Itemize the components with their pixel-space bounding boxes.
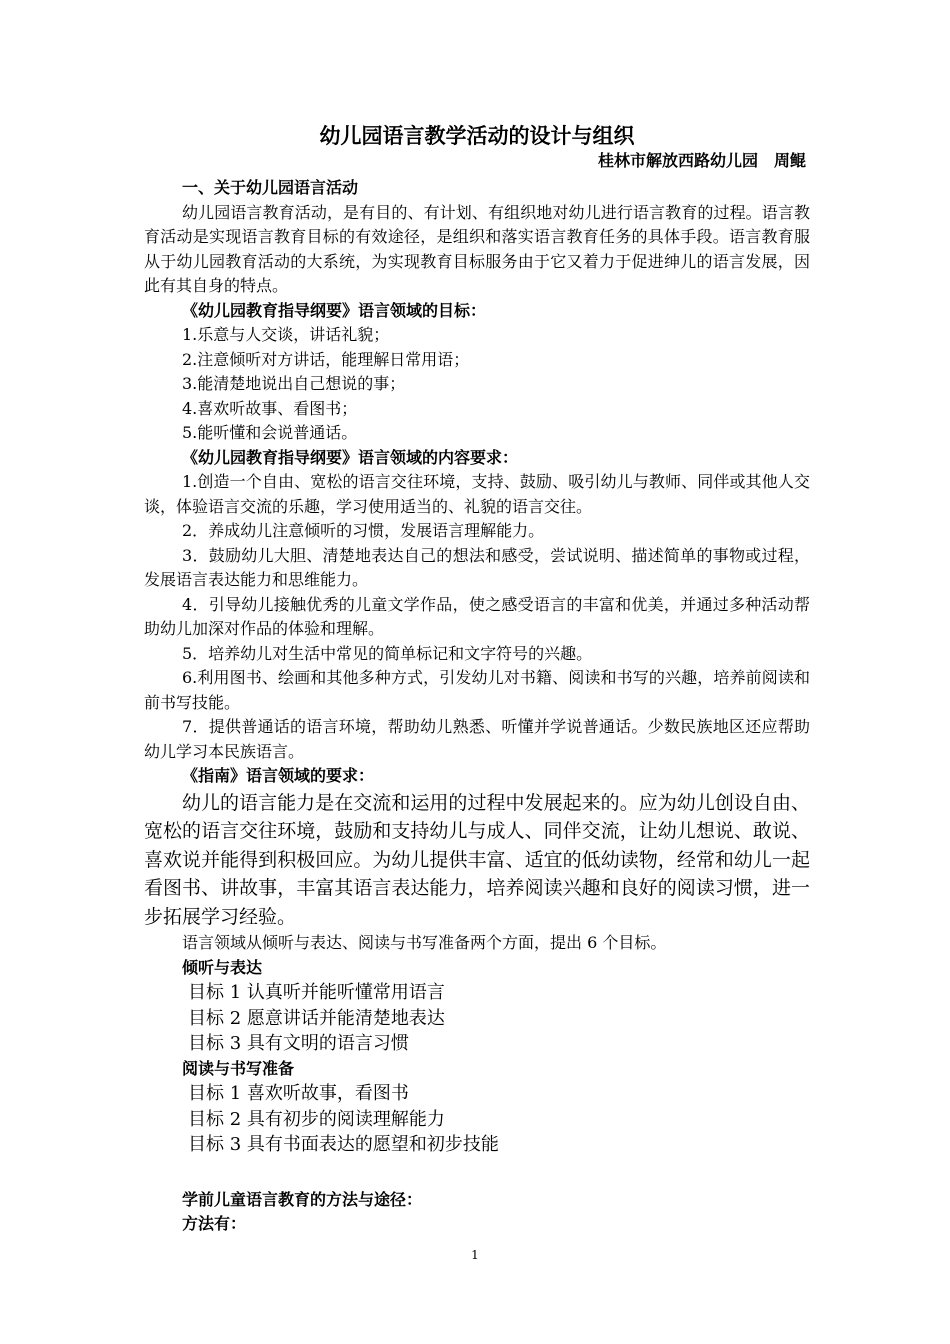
- guide-paragraph: 幼儿的语言能力是在交流和运用的过程中发展起来的。应为幼儿创设自由、宽松的语言交往环境，鼓励和支持幼儿与成人、同伴交流，让幼儿想说、敢说、喜欢说并能得到积极回应。为幼儿提供丰富、适宜的低幼读物，经常和幼儿一起看图书、讲故事，丰富其语言表达能力，培养阅读兴趣和良好的阅读习惯，进一步拓展学习经验。: [144, 791, 810, 928]
- content-item: 3．鼓励幼儿大胆、清楚地表达自己的想法和感受，尝试说明、描述简单的事物或过程，发展语言表达能力和思维能力。: [144, 545, 810, 589]
- read-heading: 阅读与书写准备: [182, 1058, 295, 1078]
- goal-item: 1.乐意与人交谈，讲话礼貌；: [182, 325, 390, 344]
- author-line: 桂林市解放西路幼儿园 周鲲: [597, 151, 806, 170]
- content-item: 4．引导幼儿接触优秀的儿童文学作品，使之感受语言的丰富和优美，并通过多种活动帮助幼儿加深对作品的体验和理解。: [144, 594, 810, 638]
- guide-heading: 《指南》语言领域的要求：: [182, 766, 375, 785]
- content-item: 1.创造一个自由、宽松的语言交往环境，支持、鼓励、吸引幼儿与教师、同伴或其他人交谈，体验语言交流的乐趣，学习使用适当的、礼貌的语言交往。: [144, 472, 810, 516]
- intro-paragraph: 幼儿园语言教育活动，是有目的、有计划、有组织地对幼儿进行语言教育的过程。语言教育活动是实现语言教育目标的有效途径，是组织和落实语言教育任务的具体手段。语言教育服从于幼儿园教育活动的大系统，为实现教育目标服务由于它又着力于促进绅儿的语言发展，因此有其自身的特点。: [144, 202, 810, 295]
- listen-goal: 目标 3 具有文明的语言习惯: [188, 1033, 409, 1054]
- content-item: 2．养成幼儿注意倾听的习惯，发展语言理解能力。: [182, 521, 545, 540]
- listen-goal: 目标 2 愿意讲话并能清楚地表达: [188, 1007, 445, 1029]
- read-goal: 目标 1 喜欢听故事，看图书: [188, 1083, 409, 1104]
- goal-item: 3.能清楚地说出自己想说的事；: [182, 374, 406, 393]
- content-item: 6.利用图书、绘画和其他多种方式，引发幼儿对书籍、阅读和书写的兴趣，培养前阅读和前书写技能。: [144, 668, 810, 712]
- content-item: 5．培养幼儿对生活中常见的简单标记和文字符号的兴趣。: [182, 643, 593, 663]
- page-number: 1: [471, 1248, 479, 1262]
- read-goal: 目标 3 具有书面表达的愿望和初步技能: [188, 1134, 499, 1155]
- methods-heading: 学前儿童语言教育的方法与途径：: [182, 1189, 423, 1209]
- content-item: 7．提供普通话的语言环境，帮助幼儿熟悉、听懂并学说普通话。少数民族地区还应帮助幼儿学习本民族语言。: [144, 717, 810, 761]
- goal-item: 4.喜欢听故事、看图书；: [182, 398, 358, 418]
- content-heading: 《幼儿园教育指导纲要》语言领域的内容要求：: [182, 447, 519, 467]
- document-title: 幼儿园语言教学活动的设计与组织: [319, 123, 635, 148]
- summary-line: 语言领域从倾听与表达、阅读与书写准备两个方面，提出 6 个目标。: [182, 933, 667, 952]
- listen-heading: 倾听与表达: [182, 957, 263, 977]
- blank-line: [144, 1158, 810, 1188]
- goals-heading: 《幼儿园教育指导纲要》语言领域的目标：: [182, 300, 487, 320]
- goal-item: 2.注意倾听对方讲话，能理解日常用语；: [182, 349, 470, 369]
- goal-item: 5.能听懂和会说普通话。: [182, 423, 358, 442]
- page-content: [144, 122, 810, 1237]
- listen-goal: 目标 1 认真听并能听懂常用语言: [188, 982, 445, 1003]
- methods-subheading: 方法有：: [182, 1214, 247, 1233]
- section-heading: 一、关于幼儿园语言活动: [182, 178, 359, 197]
- read-goal: 目标 2 具有初步的阅读理解能力: [188, 1108, 445, 1130]
